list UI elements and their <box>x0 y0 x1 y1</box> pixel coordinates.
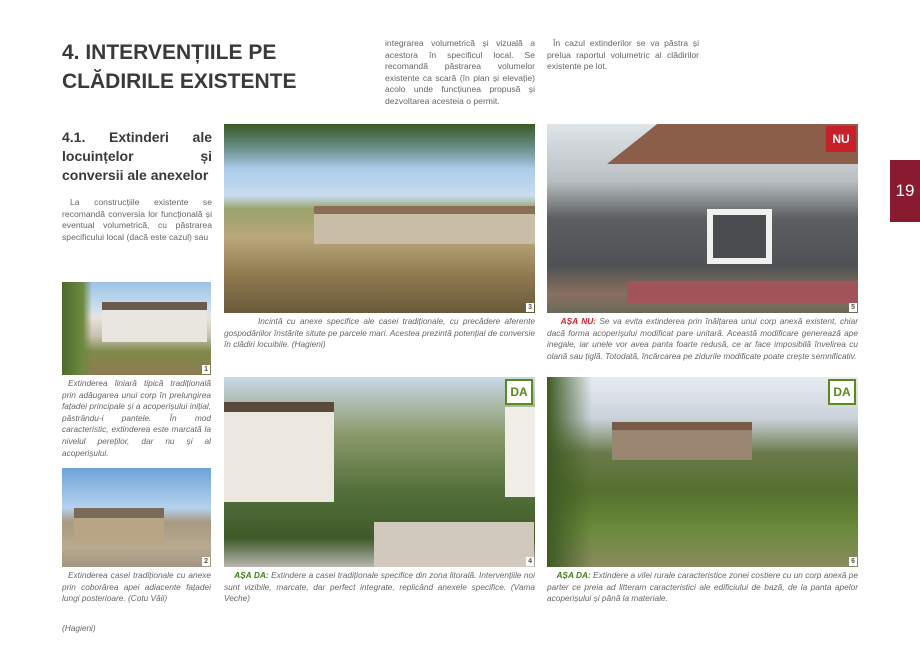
photo-caption: Extinderea casei tradiționale cu anexe prin coborârea apei adiacente fațadei lungi posterioare. (Cotu Văii) <box>62 570 211 604</box>
photo-number: 1 <box>204 366 208 373</box>
intro-text: La construcțiile existente se recomandă conversia lor funcțională și eventual volumetrică, cu păstrarea specificului local (dacă este cazul) sau <box>62 197 212 242</box>
footer-note: (Hagieni) <box>62 623 96 633</box>
tree-shape <box>62 282 92 375</box>
photo-number: 4 <box>528 558 532 565</box>
plinth <box>627 281 858 303</box>
villa-shape <box>612 422 752 460</box>
photo-6 <box>547 377 858 567</box>
photo-4 <box>224 377 535 567</box>
da-badge: DA <box>828 379 856 405</box>
photo-2 <box>62 468 211 567</box>
photo-number: 6 <box>851 558 855 565</box>
caption-text: Se va evita extinderea prin înălțarea unui corp anexă existent, chiar dacă forma acoperișului modificat pare unitară. Această modificare generează ape inegale, iar unele vor avea panta foarte redusă, ce ar face imposibilă învelirea cu olană sau țiglă. Totodată, încărcarea pe zidurile modificate poate crește semnificativ. <box>547 316 858 361</box>
body-text-col3: În cazul extinderilor se va păstra și prelua raportul volumetric al clădirilor existente pe lot. <box>547 38 699 72</box>
body-text-col2: integrarea volumetrică și vizuală a acestora în specificul local. Se recomandă păstrarea volumelor existente ca scară (în plan și elevație) acolo unde funcțiunea propusă și dezvoltarea acesteia o permit. <box>385 38 535 106</box>
photo-number: 2 <box>204 558 208 565</box>
photo-5 <box>547 124 858 313</box>
terrace <box>374 522 534 567</box>
photo-caption <box>547 570 858 605</box>
tree-shape <box>547 377 592 567</box>
da-label: AȘA DA: <box>234 570 269 580</box>
house-shape <box>74 508 164 543</box>
house-shape <box>224 402 334 502</box>
photo-caption <box>547 316 858 362</box>
window-shape <box>707 209 772 264</box>
house-shape <box>102 302 207 342</box>
foliage <box>224 124 535 169</box>
page-title: 4. INTERVENȚIILE PE CLĂDIRILE EXISTENTE <box>62 41 297 93</box>
photo-caption: Incintă cu anexe specifice ale casei tradiționale, cu precădere aferente gospodăriilor înstărite situte pe parcele mari. Acestea prezintă potențial de conversie în clădiri locuibile. (Hagieni) <box>224 316 535 350</box>
house-wall <box>505 407 535 497</box>
photo-1 <box>62 282 211 375</box>
barn-shape <box>314 206 535 244</box>
section-heading: 4.1. Extinderi ale locuințelor și conversii ale anexelor <box>62 129 212 183</box>
photo-number: 3 <box>528 304 532 311</box>
roof-shape <box>607 124 858 164</box>
photo-number: 5 <box>851 304 855 311</box>
photo-caption <box>224 570 535 605</box>
da-label: AȘA DA: <box>556 570 591 580</box>
da-badge: DA <box>505 379 533 405</box>
caption-text: Extindere a vilei rurale caracteristice zonei costiere cu un corp anexă pe parter ce preia ad litteram caracteristici ale edificiului de bază, de la panta apelor acoperișului și până la materiale. <box>547 570 858 604</box>
page-number-tab: 19 <box>890 160 920 222</box>
caption-text: Extindere a casei tradiționale specifice din zona litorală. Intervențiile noi sunt vizibile, marcate, dar perfect integrate, replicând anexele specifice. (Vama Veche) <box>224 570 536 604</box>
nu-badge: NU <box>826 126 856 152</box>
photo-caption: Extinderea liniară tipică tradițională prin adăugarea unui corp în prelungirea fațadei principale și a acoperișului inițial, păstrându-i pantele. În mod caracteristic, extinderea este marcată la nivelul pereților, dar nu și al acoperișului. <box>62 378 211 458</box>
photo-3 <box>224 124 535 313</box>
nu-label: AȘA NU: <box>560 316 596 326</box>
